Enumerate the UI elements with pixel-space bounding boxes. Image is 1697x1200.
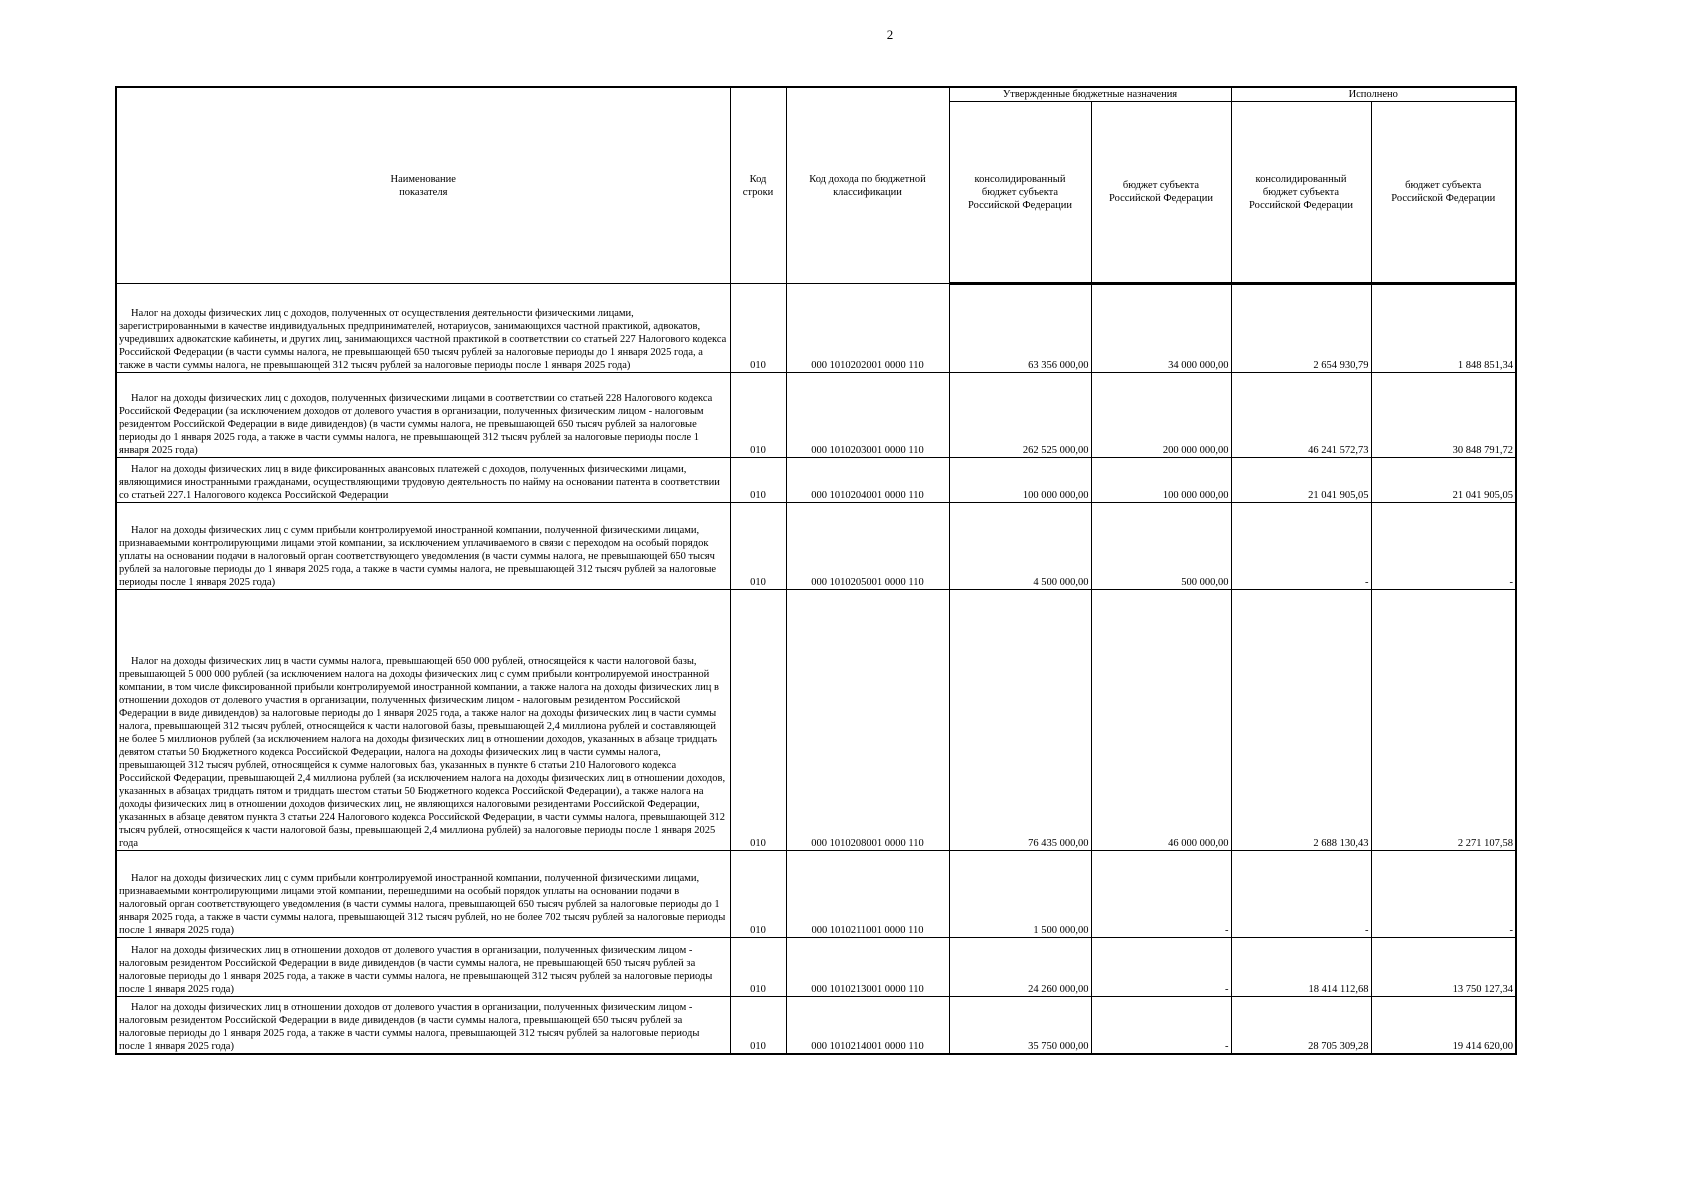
- row-line-code: 010: [730, 997, 786, 1054]
- row-executed-consolidated: 28 705 309,28: [1231, 997, 1371, 1054]
- row-executed-consolidated: -: [1231, 851, 1371, 938]
- header-name: Наименование показателя: [116, 87, 730, 284]
- row-income-code: 000 1010208001 0000 110: [786, 590, 949, 851]
- table-row: [116, 938, 1516, 997]
- row-approved-consolidated: 24 260 000,00: [949, 938, 1091, 997]
- row-executed-subject: -: [1371, 851, 1516, 938]
- row-executed-subject: 21 041 905,05: [1371, 458, 1516, 503]
- row-income-code: 000 1010214001 0000 110: [786, 997, 949, 1054]
- page-number: 2: [886, 27, 894, 42]
- row-income-code: 000 1010202001 0000 110: [786, 284, 949, 373]
- row-line-code: 010: [730, 590, 786, 851]
- header-approved-group: Утвержденные бюджетные назначения: [949, 87, 1231, 102]
- header-executed-consolidated: консолидированный бюджет субъекта Российской Федерации: [1231, 102, 1371, 284]
- row-line-code: 010: [730, 373, 786, 458]
- row-approved-subject: -: [1091, 938, 1231, 997]
- row-executed-subject: 1 848 851,34: [1371, 284, 1516, 373]
- row-executed-consolidated: 2 688 130,43: [1231, 590, 1371, 851]
- row-approved-consolidated: 1 500 000,00: [949, 851, 1091, 938]
- row-executed-subject: 13 750 127,34: [1371, 938, 1516, 997]
- table-row: [116, 851, 1516, 938]
- row-line-code: 010: [730, 938, 786, 997]
- table-row: [116, 590, 1516, 851]
- row-approved-subject: -: [1091, 997, 1231, 1054]
- row-approved-subject: 500 000,00: [1091, 503, 1231, 590]
- header-executed-group: Исполнено: [1231, 87, 1516, 102]
- row-line-code: 010: [730, 851, 786, 938]
- row-name: Налог на доходы физических лиц в отношении доходов от долевого участия в организации, полученных физическим лицом - налоговым резидентом Российской Федерации в виде дивидендов (в части суммы налога, превышающей 650 тысяч рублей за налоговые периоды до 1 января 2025 года, а также в части суммы налога, превышающей 312 тысяч рублей за налоговые периоды после 1 января 2025 года): [116, 997, 730, 1054]
- row-approved-consolidated: 262 525 000,00: [949, 373, 1091, 458]
- row-approved-consolidated: 63 356 000,00: [949, 284, 1091, 373]
- row-name: Налог на доходы физических лиц с доходов, полученных физическими лицами в соответствии со статьей 228 Налогового кодекса Российской Федерации (за исключением доходов от долевого участия в организации, полученных физическим лицом - налоговым резидентом Российской Федерации в виде дивидендов) (в части суммы налога, не превышающей 650 тысяч рублей за налоговые периоды до 1 января 2025 года, а также в части суммы налога, не превышающей 312 тысяч рублей за налоговые периоды после 1 января 2025 года): [116, 373, 730, 458]
- row-executed-consolidated: 46 241 572,73: [1231, 373, 1371, 458]
- row-executed-consolidated: 21 041 905,05: [1231, 458, 1371, 503]
- table-row: [116, 458, 1516, 503]
- table-row: [116, 373, 1516, 458]
- row-income-code: 000 1010205001 0000 110: [786, 503, 949, 590]
- budget-execution-table: [115, 86, 1517, 1055]
- row-approved-consolidated: 35 750 000,00: [949, 997, 1091, 1054]
- row-income-code: 000 1010211001 0000 110: [786, 851, 949, 938]
- row-approved-subject: 100 000 000,00: [1091, 458, 1231, 503]
- row-line-code: 010: [730, 284, 786, 373]
- header-row-groups: [116, 87, 1516, 102]
- table-row: [116, 503, 1516, 590]
- header-executed-subject: бюджет субъекта Российской Федерации: [1371, 102, 1516, 284]
- row-approved-consolidated: 100 000 000,00: [949, 458, 1091, 503]
- row-name: Налог на доходы физических лиц в виде фиксированных авансовых платежей с доходов, полученных физическими лицами, являющимися иностранными гражданами, осуществляющими трудовую деятельность по найму на основании патента в соответствии со статьей 227.1 Налогового кодекса Российской Федерации: [116, 458, 730, 503]
- row-income-code: 000 1010213001 0000 110: [786, 938, 949, 997]
- header-approved-consolidated: консолидированный бюджет субъекта Российской Федерации: [949, 102, 1091, 284]
- row-approved-consolidated: 76 435 000,00: [949, 590, 1091, 851]
- row-line-code: 010: [730, 458, 786, 503]
- header-line-code: Код строки: [730, 87, 786, 284]
- table-row: [116, 997, 1516, 1054]
- row-executed-subject: -: [1371, 503, 1516, 590]
- row-executed-consolidated: 18 414 112,68: [1231, 938, 1371, 997]
- row-approved-consolidated: 4 500 000,00: [949, 503, 1091, 590]
- row-approved-subject: 34 000 000,00: [1091, 284, 1231, 373]
- row-approved-subject: 46 000 000,00: [1091, 590, 1231, 851]
- row-name: Налог на доходы физических лиц с сумм прибыли контролируемой иностранной компании, полученной физическими лицами, признаваемыми контролирующими лицами этой компании, перешедшими на особый порядок уплаты на основании подачи в налоговый орган соответствующего уведомления (в части суммы налога, превышающей 650 тысяч рублей за налоговые периоды до 1 января 2025 года, а также в части суммы налога, превышающей 312 тысяч рублей, но не более 702 тысяч рублей за налоговые периоды после 1 января 2025 года): [116, 851, 730, 938]
- row-income-code: 000 1010204001 0000 110: [786, 458, 949, 503]
- row-name: Налог на доходы физических лиц с сумм прибыли контролируемой иностранной компании, полученной физическими лицами, признаваемыми контролирующими лицами этой компании, за исключением уплачиваемого в связи с переходом на особый порядок уплаты на основании подачи в налоговый орган соответствующего уведомления (в части суммы налога, не превышающей 650 тысяч рублей за налоговые периоды до 1 января 2025 года, а также в части суммы налога, не превышающей 312 тысяч рублей за налоговые периоды после 1 января 2025 года): [116, 503, 730, 590]
- row-executed-consolidated: 2 654 930,79: [1231, 284, 1371, 373]
- row-executed-subject: 19 414 620,00: [1371, 997, 1516, 1054]
- header-income-code: Код дохода по бюджетной классификации: [786, 87, 949, 284]
- row-approved-subject: -: [1091, 851, 1231, 938]
- row-executed-consolidated: -: [1231, 503, 1371, 590]
- header-approved-subject: бюджет субъекта Российской Федерации: [1091, 102, 1231, 284]
- row-name: Налог на доходы физических лиц в отношении доходов от долевого участия в организации, полученных физическим лицом - налоговым резидентом Российской Федерации в виде дивидендов (в части суммы налога, не превышающей 650 тысяч рублей за налоговые периоды до 1 января 2025 года, а также в части суммы налога, не превышающей 312 тысяч рублей за налоговые периоды после 1 января 2025 года): [116, 938, 730, 997]
- row-executed-subject: 30 848 791,72: [1371, 373, 1516, 458]
- row-approved-subject: 200 000 000,00: [1091, 373, 1231, 458]
- table-row: [116, 284, 1516, 373]
- row-income-code: 000 1010203001 0000 110: [786, 373, 949, 458]
- row-line-code: 010: [730, 503, 786, 590]
- row-executed-subject: 2 271 107,58: [1371, 590, 1516, 851]
- row-name: Налог на доходы физических лиц с доходов, полученных от осуществления деятельности физическими лицами, зарегистрированными в качестве индивидуальных предпринимателей, нотариусов, занимающихся частной практикой, адвокатов, учредивших адвокатские кабинеты, и других лиц, занимающихся частной практикой в соответствии со статьей 227 Налогового кодекса Российской Федерации (в части суммы налога, не превышающей 650 тысяч рублей за налоговые периоды до 1 января 2025 года, а также в части суммы налога, не превышающей 312 тысяч рублей за налоговые периоды после 1 января 2025 года): [116, 284, 730, 373]
- row-name: Налог на доходы физических лиц в части суммы налога, превышающей 650 000 рублей, относящейся к части налоговой базы, превышающей 5 000 000 рублей (за исключением налога на доходы физических лиц с сумм прибыли контролируемой иностранной компании, в том числе фиксированной прибыли контролируемой иностранной компании, а также налога на доходы физических лиц в отношении доходов от долевого участия в организации, полученных физическим лицом - налоговым резидентом Российской Федерации в виде дивидендов) за налоговые периоды до 1 января 2025 года, а также налог на доходы физических лиц в части суммы налога, превышающей 312 тысяч рублей, относящейся к части налоговой базы, превышающей 2,4 миллиона рублей и составляющей не более 5 миллионов рублей (за исключением налога на доходы физических лиц в отношении доходов, указанных в абзаце тридцать девятом статьи 50 Бюджетного кодекса Российской Федерации, налога на доходы физических лиц в части суммы налога, превышающей 312 тысяч рублей, относящейся к сумме налоговых баз, указанных в пункте 6 статьи 210 Налогового кодекса Российской Федерации, превышающей 2,4 миллиона рублей (за исключением налога на доходы физических лиц в отношении доходов, указанных в абзацах тридцать пятом и тридцать шестом статьи 50 Бюджетного кодекса Российской Федерации), а также налога на доходы физических лиц в отношении доходов физических лиц, не являющихся налоговыми резидентами Российской Федерации, указанных в абзаце девятом пункта 3 статьи 224 Налогового кодекса Российской Федерации, в части суммы налога, превышающей 312 тысяч рублей, относящейся к части налоговой базы, превышающей 2,4 миллиона рублей) за налоговые периоды после 1 января 2025 года: [116, 590, 730, 851]
